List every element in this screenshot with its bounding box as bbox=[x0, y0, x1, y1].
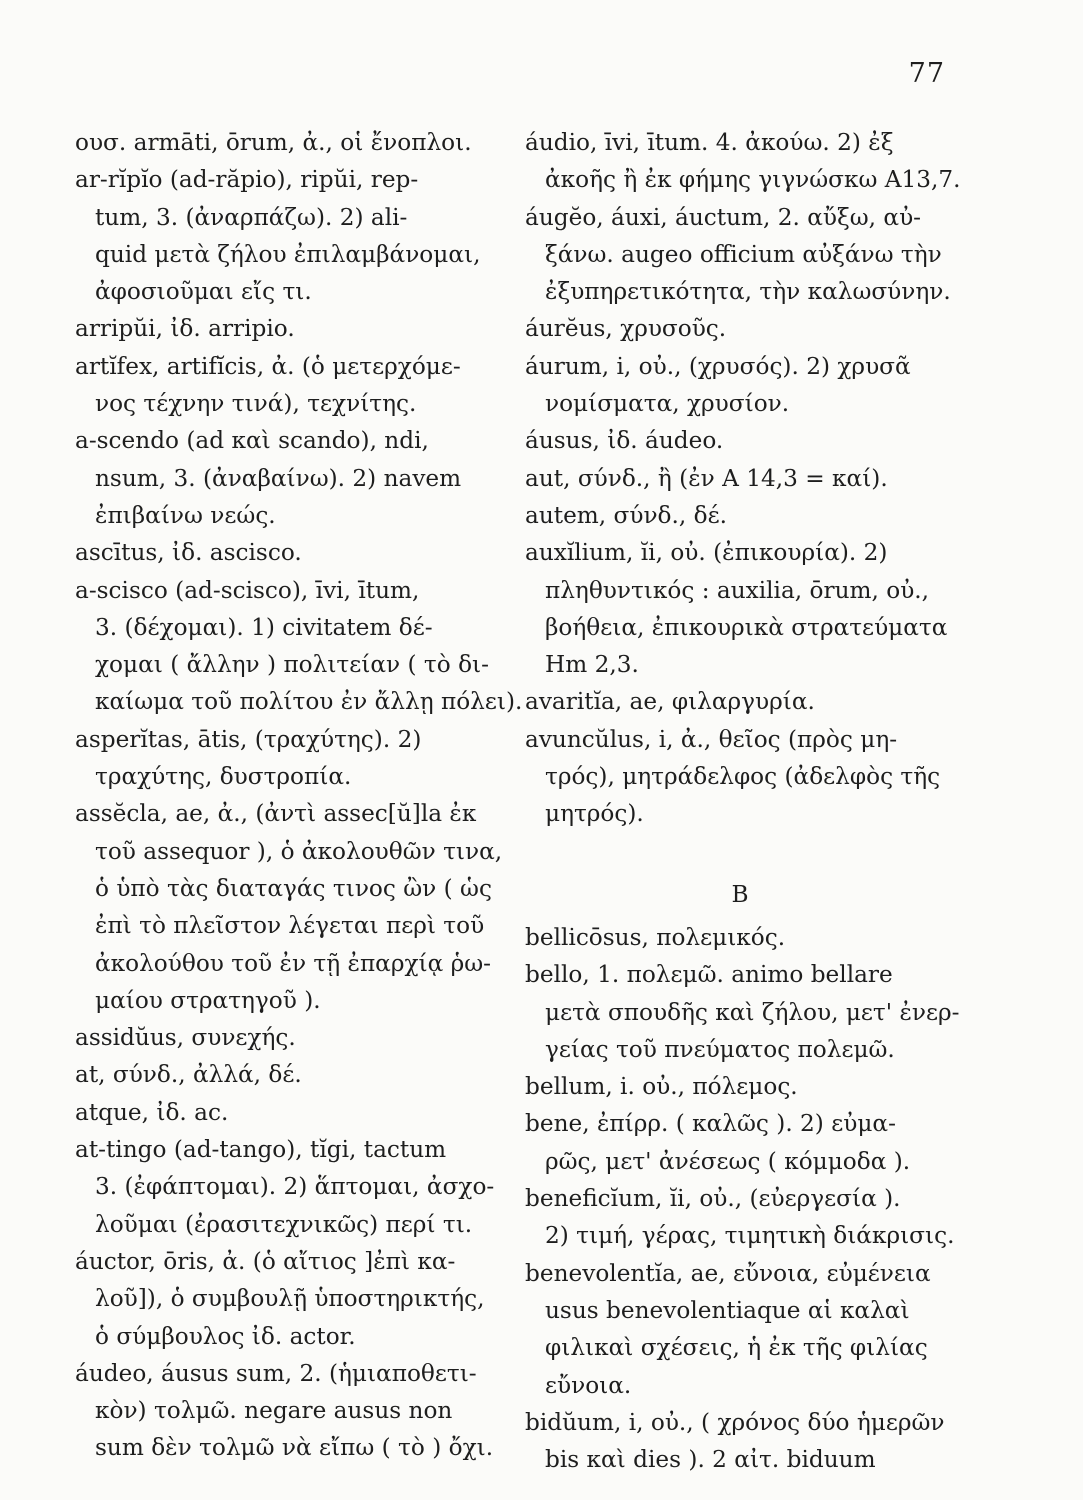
entry-line: assĕcla, ae, ἀ., (ἀντὶ assec[ŭ]la ἐκ bbox=[75, 800, 477, 828]
entry-line: ἐξυπηρετικότητα, τὴν καλωσύνην. bbox=[545, 278, 951, 306]
entry-line: áusus, ἰδ. áudeo. bbox=[525, 427, 724, 455]
entry-line: áuctor, ōris, ἀ. (ὁ αἴτιος ]ἐπὶ κα- bbox=[75, 1247, 456, 1275]
section-letter: B bbox=[731, 880, 749, 908]
entry-line: μετὰ σπουδῆς καὶ ζήλου, μετ' ἐνερ- bbox=[545, 998, 960, 1026]
entry-line: quid μετὰ ζήλου ἐπιλαμβάνομαι, bbox=[95, 240, 481, 268]
entry-line: τραχύτης, δυστροπία. bbox=[95, 763, 352, 791]
entry-line: 2) τιμή, γέρας, τιμητικὴ διάκρισις. bbox=[545, 1222, 955, 1250]
entry-line: κὸν) τολμῶ. negare ausus non bbox=[95, 1397, 453, 1425]
entry-line: μητρός). bbox=[545, 800, 644, 828]
entry-line: áurum, i, οὐ., (χρυσός). 2) χρυσᾶ bbox=[525, 352, 911, 380]
entry-line: ar-rĭpĭo (ad-răpio), ripŭi, rep- bbox=[75, 166, 419, 194]
entry-line: avaritĭa, ae, φιλαργυρία. bbox=[525, 688, 815, 716]
entry-line: χομαι ( ἄλλην ) πολιτείαν ( τὸ δι- bbox=[95, 651, 489, 679]
entry-line: atque, ἰδ. ac. bbox=[75, 1098, 229, 1126]
entry-line: at-tingo (ad-tango), tĭgi, tactum bbox=[75, 1136, 447, 1164]
entry-line: ἐπὶ τὸ πλεῖστον λέγεται περὶ τοῦ bbox=[95, 912, 485, 940]
entry-line: bello, 1. πολεμῶ. animo bellare bbox=[525, 961, 893, 989]
entry-line: ascītus, ἰδ. ascisco. bbox=[75, 539, 302, 567]
entry-line: ὁ σύμβουλος ἰδ. actor. bbox=[95, 1322, 356, 1350]
page-number: 77 bbox=[908, 58, 945, 89]
entry-line: ἀκοῆς ἢ ἐκ φήμης γιγνώσκω A13,7. bbox=[545, 166, 961, 194]
entry-line: ἐπιβαίνω νεώς. bbox=[95, 501, 276, 529]
entry-line: avuncŭlus, i, ἀ., θεῖος (πρὸς μη- bbox=[525, 725, 898, 753]
entry-line: tum, 3. (ἀναρπάζω). 2) ali- bbox=[95, 203, 408, 231]
entry-line: áurĕus, χρυσοῦς. bbox=[525, 315, 727, 343]
entry-line: τοῦ assequor ), ὁ ἀκολουθῶν τινα, bbox=[95, 837, 503, 865]
entry-line: λοῦμαι (ἐρασιτεχνικῶς) περί τι. bbox=[95, 1210, 473, 1238]
entry-line: nsum, 3. (ἀναβαίνω). 2) navem bbox=[95, 464, 462, 492]
entry-line: ἀφοσιοῦμαι εἴς τι. bbox=[95, 278, 312, 306]
entry-line: sum δὲν τολμῶ νὰ εἴπω ( τὸ ) ὄχι. bbox=[95, 1434, 494, 1462]
entry-line: aut, σύνδ., ἢ (ἐν A 14,3 = καί). bbox=[525, 464, 888, 492]
entry-line: ξάνω. augeo officium αὐξάνω τὴν bbox=[545, 240, 942, 268]
entry-line: γείας τοῦ πνεύματος πολεμῶ. bbox=[545, 1035, 895, 1063]
right-column bbox=[525, 124, 961, 1478]
entry-line: a-scendo (ad καὶ scando), ndi, bbox=[75, 427, 429, 455]
entry-line: πληθυντικός : auxilia, ōrum, οὐ., bbox=[545, 576, 930, 604]
entry-line: τρός), μητράδελφος (ἀδελφὸς τῆς bbox=[545, 763, 941, 791]
entry-line: arripŭi, ἰδ. arripio. bbox=[75, 315, 295, 343]
entry-line: usus benevolentiaque αἱ καλαὶ bbox=[545, 1296, 910, 1324]
entry-line: bellicōsus, πολεμικός. bbox=[525, 923, 786, 951]
entry-line: βοήθεια, ἐπικουρικὰ στρατεύματα bbox=[545, 613, 948, 641]
entry-line: εὔνοια. bbox=[545, 1371, 632, 1399]
entry-line: bis καὶ dies ). 2 αἰτ. biduum bbox=[545, 1446, 876, 1474]
entry-line: beneficĭum, ĭi, οὐ., (εὐεργεσία ). bbox=[525, 1185, 901, 1213]
entry-line: at, σύνδ., ἀλλά, δέ. bbox=[75, 1061, 302, 1089]
entry-line: autem, σύνδ., δέ. bbox=[525, 501, 727, 529]
entry-line: bene, ἐπίρρ. ( καλῶς ). 2) εὐμα- bbox=[525, 1110, 896, 1138]
entry-line: a-scisco (ad-scisco), īvi, ītum, bbox=[75, 576, 420, 604]
entry-line: asperĭtas, ātis, (τραχύτης). 2) bbox=[75, 725, 422, 753]
entry-line: áudeo, áusus sum, 2. (ἡμιαποθετι- bbox=[75, 1359, 477, 1387]
entry-line: áugĕo, áuxi, áuctum, 2. αὔξω, αὐ- bbox=[525, 203, 921, 231]
spacer bbox=[525, 833, 955, 870]
entry-line: benevolentĭa, ae, εὔνοια, εὐμένεια bbox=[525, 1259, 931, 1287]
entry-line: ουσ. armāti, ōrum, ἀ., οἱ ἔνοπλοι. bbox=[75, 129, 472, 156]
entry-line: ὁ ὑπὸ τὰς διαταγάς τινος ὢν ( ὡς bbox=[95, 874, 492, 902]
entry-line: artĭfex, artifĭcis, ἀ. (ὁ μετερχόμε- bbox=[75, 352, 461, 380]
entry-line: 3. (ἐφάπτομαι). 2) ἅπτομαι, ἀσχο- bbox=[95, 1173, 495, 1201]
entry-line: φιλικαὶ σχέσεις, ἡ ἐκ τῆς φιλίας bbox=[545, 1334, 928, 1362]
entry-line: assidŭus, συνεχής. bbox=[75, 1024, 296, 1052]
entry-line: ρῶς, μετ' ἀνέσεως ( κόμμοδα ). bbox=[545, 1147, 911, 1175]
entry-line: 3. (δέχομαι). 1) civitatem δέ- bbox=[95, 613, 433, 641]
entry-line: auxĭlium, ĭi, οὐ. (ἐπικουρία). 2) bbox=[525, 539, 888, 567]
entry-line: νος τέχνην τινά), τεχνίτης. bbox=[95, 390, 417, 418]
entry-line: ἀκολούθου τοῦ ἐν τῇ ἐπαρχίᾳ ῥω- bbox=[95, 949, 492, 977]
entry-line: Hm 2,3. bbox=[545, 651, 639, 679]
left-column bbox=[75, 124, 523, 1467]
entry-line: μαίου στρατηγοῦ ). bbox=[95, 986, 321, 1014]
entry-line: λοῦ]), ὁ συμβουλῇ ὑποστηρικτής, bbox=[95, 1285, 485, 1313]
entry-line: καίωμα τοῦ πολίτου ἐν ἄλλῃ πόλει). bbox=[95, 688, 523, 716]
entry-line: bellum, i. οὐ., πόλεμος. bbox=[525, 1073, 798, 1101]
entry-line: νομίσματα, χρυσίον. bbox=[545, 390, 790, 418]
entry-line: áudio, īvi, ītum. 4. ἀκούω. 2) ἐξ bbox=[525, 129, 894, 156]
entry-line: bidŭum, i, οὐ., ( χρόνος δύο ἡμερῶν bbox=[525, 1408, 945, 1436]
